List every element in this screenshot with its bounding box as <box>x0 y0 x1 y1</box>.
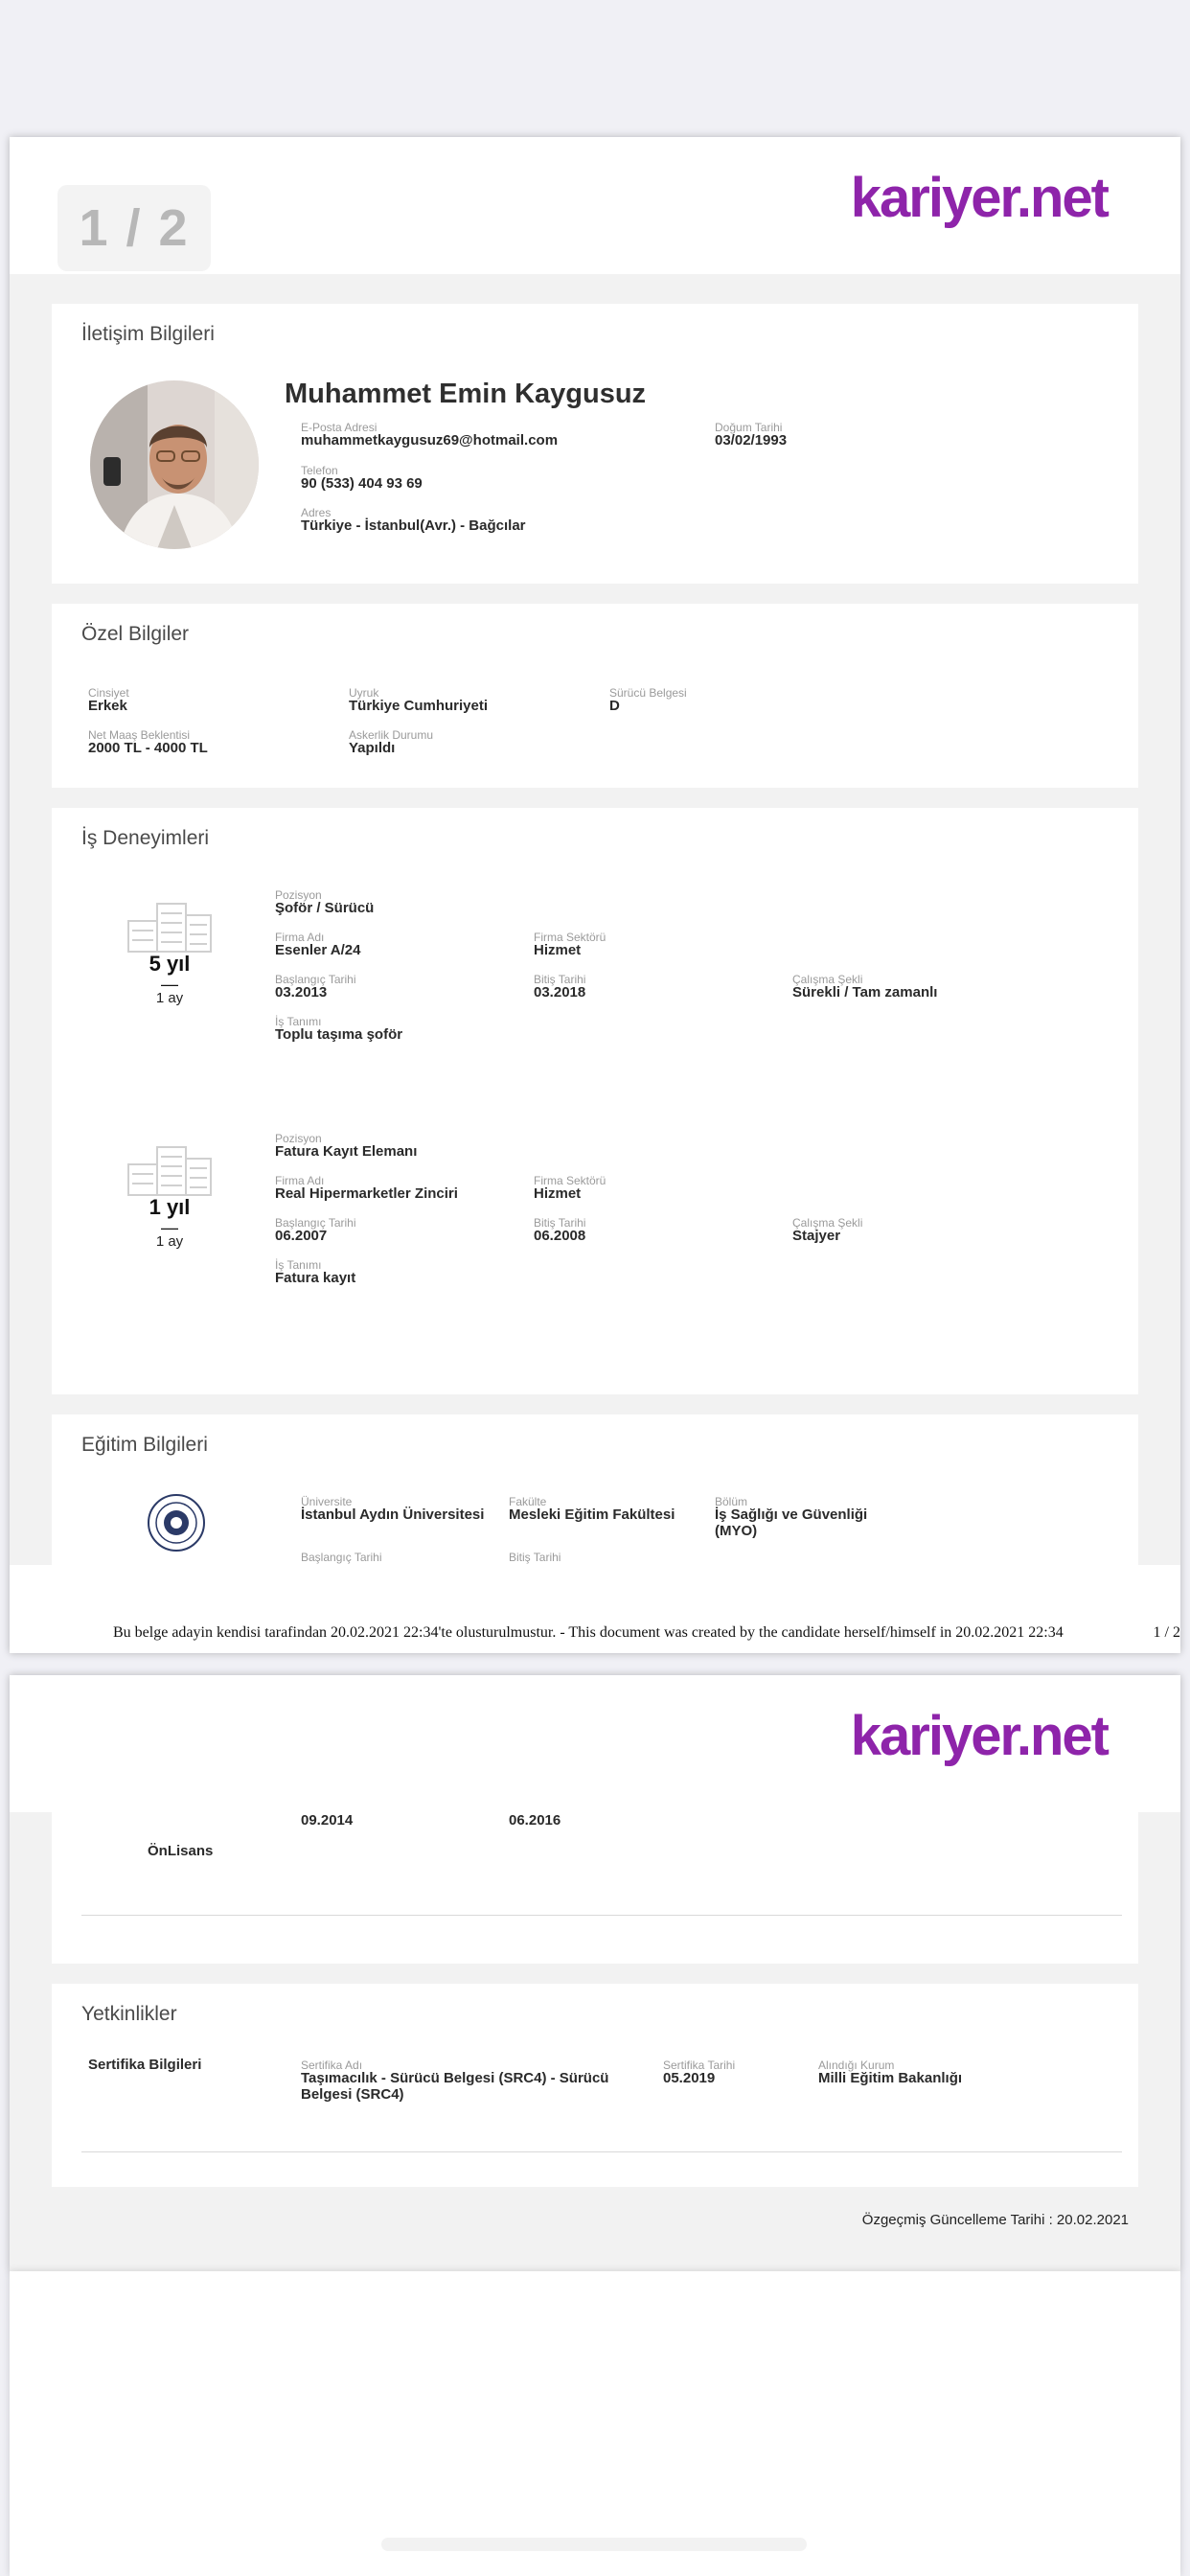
exp1-description: Toplu taşıma şoför <box>275 1026 403 1043</box>
exp2-position: Fatura Kayıt Elemanı <box>275 1143 418 1160</box>
exp1-months: 1 ay <box>155 990 184 1006</box>
exp2-type-label: Çalışma Şekli <box>792 1216 863 1230</box>
profile-photo <box>90 380 259 549</box>
institution-value: Milli Eğitim Bakanlığı <box>818 2070 963 2086</box>
kariyer-logo: kariyer.net <box>850 167 1108 229</box>
page-header <box>10 1675 1180 1812</box>
institution-label: Alındığı Kurum <box>818 2058 895 2072</box>
exp2-months: 1 ay <box>155 1233 184 1250</box>
experience-title: İş Deneyimleri <box>81 827 210 849</box>
exp2-sector: Hizmet <box>534 1185 582 1202</box>
department-label: Bölüm <box>715 1495 748 1508</box>
faculty-label: Fakülte <box>509 1495 547 1508</box>
military-label: Askerlik Durumu <box>349 728 434 742</box>
divider <box>81 2151 1122 2152</box>
exp2-position-label: Pozisyon <box>275 1132 322 1145</box>
exp2-start-label: Başlangıç Tarihi <box>275 1216 356 1230</box>
footer-note: Bu belge adayin kendisi tarafindan 20.02.2021 22:34'te olusturulmustur. - This document was created by the candidate herself/himself in 20.02.2021 22:34 <box>113 1624 1064 1641</box>
university-seal-icon <box>147 1493 206 1552</box>
contact-title: İletişim Bilgileri <box>81 323 215 345</box>
exp1-description-label: İş Tanımı <box>275 1015 322 1028</box>
page-header <box>10 137 1180 274</box>
edu-end-label: Bitiş Tarihi <box>509 1551 561 1564</box>
exp1-type-label: Çalışma Şekli <box>792 973 863 986</box>
exp1-years: 5 yıl <box>149 952 191 976</box>
exp1-end: 03.2018 <box>534 984 586 1000</box>
exp2-description: Fatura kayıt <box>275 1270 356 1286</box>
exp2-end: 06.2008 <box>534 1228 586 1244</box>
birth-label: Doğum Tarihi <box>715 421 783 434</box>
exp1-start: 03.2013 <box>275 984 328 1000</box>
exp1-dash: — <box>161 975 178 994</box>
university-value: İstanbul Aydın Üniversitesi <box>301 1506 485 1523</box>
university-label: Üniversite <box>301 1495 353 1508</box>
license-label: Sürücü Belgesi <box>609 686 687 700</box>
cv-page-2 <box>10 1675 1180 2271</box>
military-value: Yapıldı <box>349 740 396 756</box>
gender-label: Cinsiyet <box>88 686 129 700</box>
building-icon <box>126 900 213 953</box>
exp2-end-label: Bitiş Tarihi <box>534 1216 586 1230</box>
personal-card <box>52 604 1138 788</box>
salary-value: 2000 TL - 4000 TL <box>88 740 208 756</box>
nationality-label: Uyruk <box>349 686 379 700</box>
education-title: Eğitim Bilgileri <box>81 1434 208 1456</box>
experience-card <box>52 808 1138 1394</box>
exp2-sector-label: Firma Sektörü <box>534 1174 606 1187</box>
exp1-company: Esenler A/24 <box>275 942 361 958</box>
skills-title: Yetkinlikler <box>81 2003 177 2025</box>
building-icon <box>126 1143 213 1196</box>
candidate-name: Muhammet Emin Kaygusuz <box>285 379 647 409</box>
gender-value: Erkek <box>88 698 127 714</box>
cert-section-title: Sertifika Bilgileri <box>88 2057 202 2073</box>
license-value: D <box>609 698 620 714</box>
skills-card <box>52 1984 1138 2187</box>
faculty-value: Mesleki Eğitim Fakültesi <box>509 1506 675 1523</box>
address-label: Adres <box>301 506 332 519</box>
address-value: Türkiye - İstanbul(Avr.) - Bağcılar <box>301 518 526 534</box>
exp1-sector: Hizmet <box>534 942 582 958</box>
edu-end: 06.2016 <box>509 1812 561 1828</box>
edu-start: 09.2014 <box>301 1812 354 1828</box>
edu-level: ÖnLisans <box>148 1843 214 1859</box>
exp2-description-label: İş Tanımı <box>275 1258 322 1272</box>
phone-value[interactable]: 90 (533) 404 93 69 <box>301 475 423 492</box>
education-card-continued <box>52 1812 1138 1964</box>
salary-label: Net Maaş Beklentisi <box>88 728 191 742</box>
exp2-years: 1 yıl <box>149 1195 191 1219</box>
cert-date-label: Sertifika Tarihi <box>663 2058 736 2072</box>
divider <box>81 1915 1122 1916</box>
exp2-company: Real Hipermarketler Zinciri <box>275 1185 458 1202</box>
email-value[interactable]: muhammetkaygusuz69@hotmail.com <box>301 432 559 448</box>
exp2-dash: — <box>161 1218 178 1237</box>
nationality-value: Türkiye Cumhuriyeti <box>349 698 489 714</box>
kariyer-logo: kariyer.net <box>850 1705 1108 1767</box>
cv-updated-date: Özgeçmiş Güncelleme Tarihi : 20.02.2021 <box>861 2212 1129 2228</box>
home-indicator[interactable] <box>381 2538 807 2551</box>
cert-name-label: Sertifika Adı <box>301 2058 363 2072</box>
exp2-company-label: Firma Adı <box>275 1174 325 1187</box>
exp1-position: Şoför / Sürücü <box>275 900 375 916</box>
exp1-start-label: Başlangıç Tarihi <box>275 973 356 986</box>
blank-page-area <box>10 2271 1180 2576</box>
personal-title: Özel Bilgiler <box>81 623 190 645</box>
exp1-end-label: Bitiş Tarihi <box>534 973 586 986</box>
exp1-type: Sürekli / Tam zamanlı <box>792 984 938 1000</box>
cert-name-value: Taşımacılık - Sürücü Belgesi (SRC4) - Sürücü Belgesi (SRC4) <box>301 2070 609 2103</box>
exp1-position-label: Pozisyon <box>275 888 322 902</box>
cv-page-1 <box>10 137 1180 1653</box>
department-value: İş Sağlığı ve Güvenliği (MYO) <box>715 1506 868 1539</box>
edu-start-label: Başlangıç Tarihi <box>301 1551 382 1564</box>
email-label: E-Posta Adresi <box>301 421 378 434</box>
birth-value: 03/02/1993 <box>715 432 788 448</box>
exp2-start: 06.2007 <box>275 1228 328 1244</box>
exp2-type: Stajyer <box>792 1228 841 1244</box>
page-counter: 1 / 2 <box>57 185 211 271</box>
phone-label: Telefon <box>301 464 338 477</box>
footer-page-number: 1 / 2 <box>1153 1624 1180 1641</box>
exp1-sector-label: Firma Sektörü <box>534 931 606 944</box>
education-card <box>52 1414 1138 1568</box>
exp1-company-label: Firma Adı <box>275 931 325 944</box>
contact-card <box>52 304 1138 584</box>
cert-date-value: 05.2019 <box>663 2070 716 2086</box>
